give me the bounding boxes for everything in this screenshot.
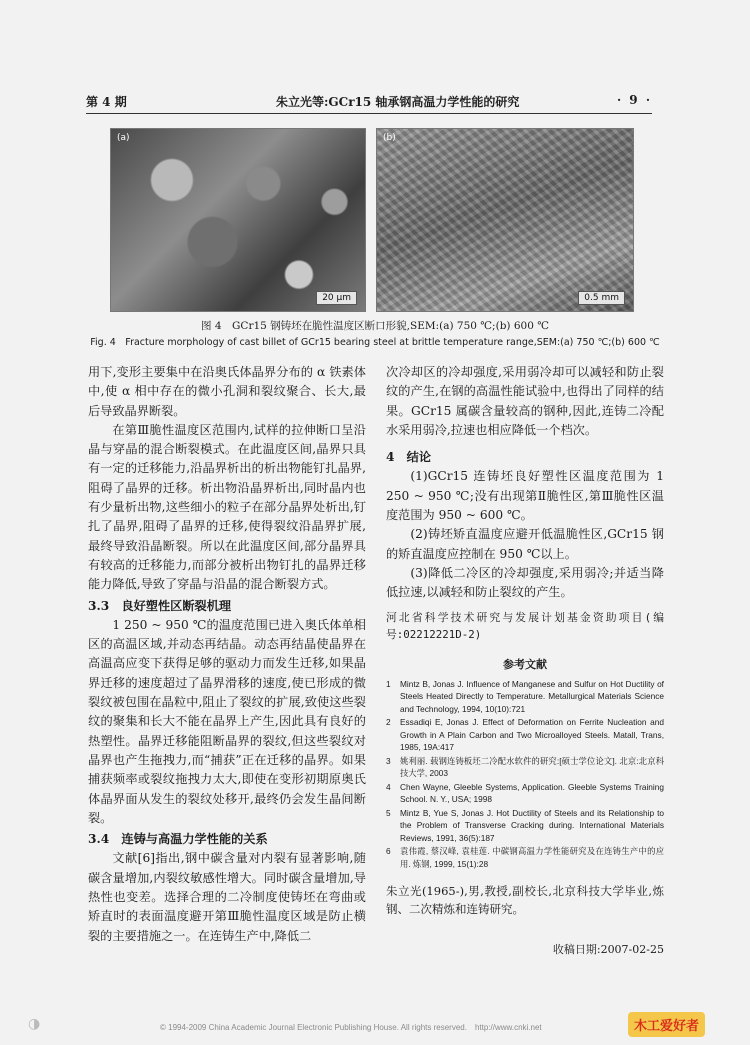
left-column [88,363,366,946]
reference-item: 4 Chen Wayne, Gleeble Systems, Application. Gleeble Systems Training School. N. Y., USA; 1998 [386,781,664,805]
paragraph: 文献[6]指出,钢中碳含量对内裂有显著影响,随碳含量增加,内裂纹敏感性增大。同时碳含量增加,导热性也变差。选择合理的二冷制度使铸坯在弯曲或矫直时的表面温度避开第Ⅲ脆性温度区域是防止横裂的主要措施之一。在连铸生产中,降低二 [88,851,366,943]
sem-image-b [376,128,634,312]
sem-image-a [110,128,366,312]
section-heading-4: 4 结论 [386,450,432,465]
reference-item: 3 姚利丽. 载钢连铸板坯二冷配水软件的研究:[硕士学位论文]. 北京:北京科技大学, 2003 [386,755,664,779]
figure-caption-en: Fig. 4 Fracture morphology of cast billet of GCr15 bearing steel at brittle temperature range,SEM:(a) 750 ℃;(b) 600 ℃ [90,337,660,348]
figure-caption-cn: 图 4 GCr15 钢铸坯在脆性温度区断口形貌,SEM:(a) 750 ℃;(b) 600 ℃ [201,320,549,332]
watermark-badge: 木工爱好者 [628,1012,705,1037]
paragraph: 在第Ⅲ脆性温度区范围内,试样的拉伸断口呈沿晶与穿晶的混合断裂模式。在此温度区间,晶界只具有一定的迁移能力,沿晶界析出的析出物能钉扎晶界,阻碍了晶界的迁移。析出物沿晶界析出,同时晶内也有少量析出物,这些细小的粒子在部分晶界处析出,钉扎了晶界,阻碍了晶界的迁移,使得裂纹沿晶界扩展,最终导致沿晶断裂。所以在此温度区间,部分晶界具有较高的迁移能力,而部分被析出物钉扎的晶界迁移能力降低,导致了穿晶与沿晶的混合断裂方式。 [88,422,366,592]
reference-item: 2 Essadiqi E, Jonas J. Effect of Deformation on Ferrite Nucleation and Growth in A Plain Carbon and Two Microalloyed Steels. Matall, Trans, 1985, 19A:417 [386,717,664,753]
paragraph: 次冷却区的冷却强度,采用弱冷却可以减轻和防止裂纹的产生,在钢的高温性能试验中,也得出了同样的结果。GCr15 属碳含量较高的钢种,因此,连铸二冷配水采用弱冷,拉速也相应降低一个档次。 [386,365,664,437]
panel-a-label: (a) [117,133,130,143]
conclusion-1: (1)GCr15 连铸坯良好塑性区温度范围为 1 250 ~ 950 ℃;没有出现第Ⅱ脆性区,第Ⅲ脆性区温度范围为 950 ~ 600 ℃。 [386,469,664,523]
author-bio: 朱立光(1965-),男,教授,副校长,北京科技大学毕业,炼钢、二次精炼和连铸研究。 [386,884,664,917]
issue-number: 第 4 期 [86,95,127,109]
references-title: 参考文献 [503,657,547,671]
page-number: · 9 · [616,93,652,107]
received-date: 收稿日期:2007-02-25 [552,943,664,957]
section-heading-3-3: 3.3 良好塑性区断裂机理 [88,598,232,613]
panel-a-scale-bar: 20 μm [316,291,357,305]
reference-list [386,678,664,871]
copyright-footer: © 1994-2009 China Academic Journal Electronic Publishing House. All rights reserved. http://www.cnki.net [160,1023,542,1032]
paragraph: 用下,变形主要集中在沿奥氏体晶界分布的 α 铁素体中,使 α 相中存在的微小孔洞和裂纹聚合、长大,最后导致晶界断裂。 [88,365,366,418]
paragraph: 1 250 ~ 950 ℃的温度范围已进入奥氏体单相区的高温区域,并动态再结晶。动态再结晶使晶界在高温高应变下获得足够的驱动力而发生迁移,如果晶界迁移的速度超过了晶界滑移的速度,使已形成的微裂纹被包围在晶粒中,阻止了裂纹的扩展,致使这些裂纹的聚集和长大不能在晶界上产生,因此具有良好的热塑性。晶界迁移能阻断晶界的裂纹,但这些裂纹对晶界也产生拖拽力,而“捕获”正在迁移的晶界。如果捕获频率或裂纹拖拽力太大,即使在变形初期原奥氏体晶界面从发生的裂纹处移开,最终仍会发生晶间断裂。 [88,617,366,825]
reference-item: 5 Mintz B, Yue S, Jonas J. Hot Ductility of Steels and its Relationship to the Problem of Transverse Cracking during. International Materials Reviews, 1991, 36(5):187 [386,807,664,843]
funding-note: 河北省科学技术研究与发展计划基金资助项目(编号:02212221D-2) [386,610,664,641]
reference-item: 1 Mintz B, Jonas J. Influence of Manganese and Sulfur on Hot Ductility of Steels Heated Directly to Temperature. Metallurgical Materials Science and Technology, 1994, 10(10):721 [386,678,664,714]
panel-b-scale-bar: 0.5 mm [578,291,625,305]
right-column [386,363,664,960]
running-title: 朱立光等:GCr15 轴承钢高温力学性能的研究 [276,95,520,109]
cnki-logo-icon: ◑ [28,1016,41,1032]
reference-item: 6 袁伟霞, 蔡汉峰, 袁桂莲. 中碳钢高温力学性能研究及在连铸生产中的应用. 炼钢, 1999, 15(1):28 [386,846,664,869]
section-heading-3-4: 3.4 连铸与高温力学性能的关系 [88,832,268,847]
conclusion-3: (3)降低二冷区的冷却强度,采用弱冷;并适当降低拉速,以减轻和防止裂纹的产生。 [386,565,664,600]
panel-b-label: (b) [383,133,396,143]
running-header [86,93,652,114]
conclusion-2: (2)铸坯矫直温度应避开低温脆性区,GCr15 钢的矫直温度应控制在 950 ℃以上。 [386,527,664,561]
